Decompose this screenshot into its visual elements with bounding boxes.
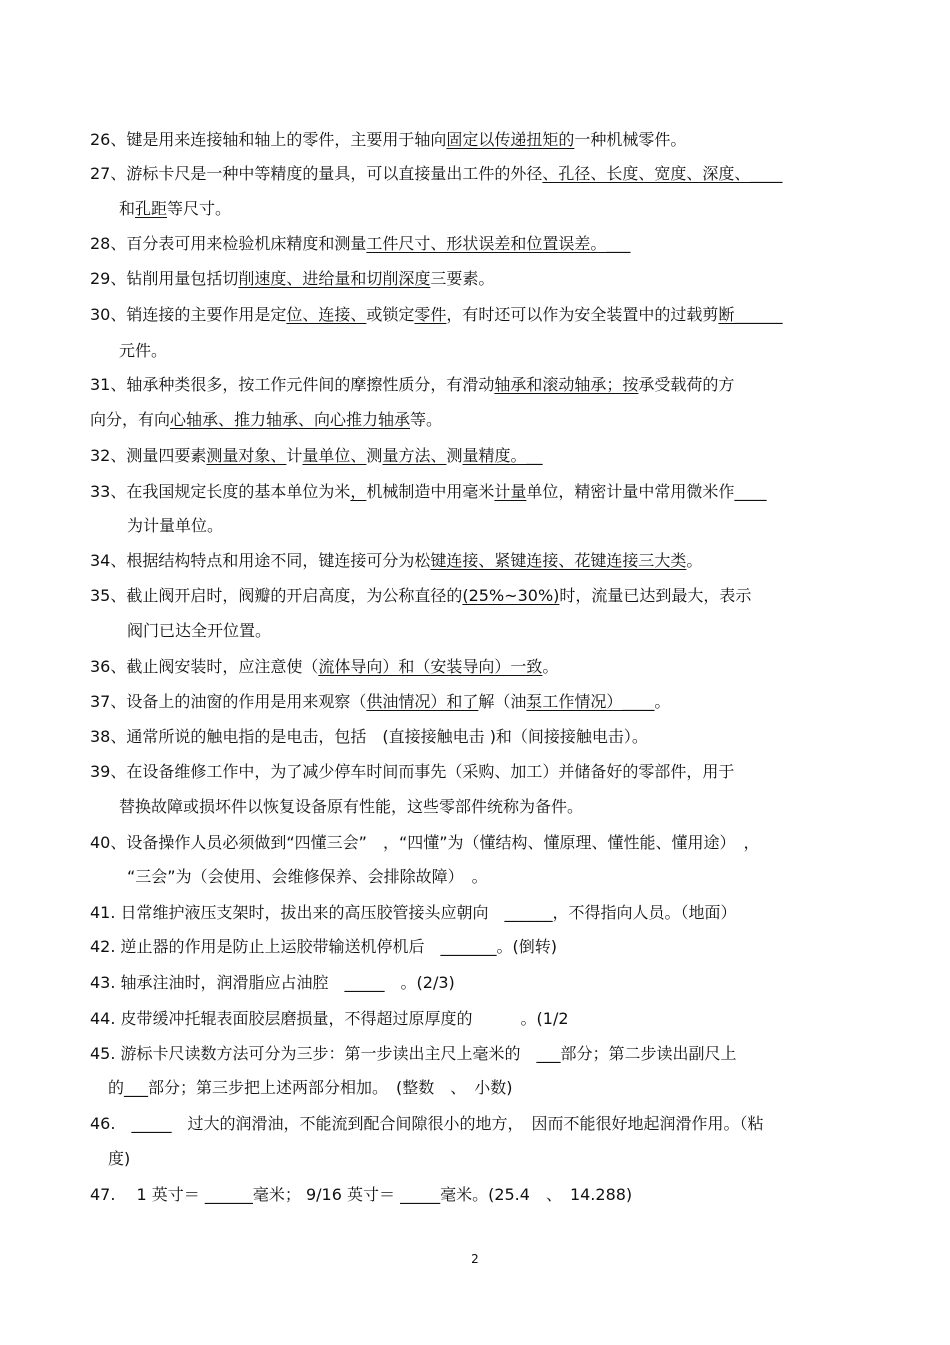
question-text: 等。 [410, 410, 443, 429]
question-line [90, 482, 766, 502]
question-text: 承受载荷的方 [638, 375, 735, 394]
question-text: 测 [446, 446, 463, 465]
question-line [90, 1114, 763, 1134]
question-text: 38、通常所说的触电指的是电击，包括 (直接接触电击 )和（间接接触电击）。 [90, 727, 648, 746]
answer-text: 孔距 [135, 199, 168, 218]
answer-text: 进给量和切削深度 [302, 269, 431, 288]
question-text: 40、设备操作人员必须做到“四懂三会” ，“四懂”为（懂结构、懂原理、懂性能、懂用途） ， [90, 833, 760, 852]
answer-text: 计量 [494, 482, 527, 501]
answer-text: 键连接、紧键连接、花键连接三大类 [430, 551, 687, 570]
answer-text: 轴承和滚动轴承；按 [494, 375, 639, 394]
question-line [127, 621, 271, 641]
question-text: 元件。 [119, 341, 168, 360]
question-text: “三会”为（会使用、会维修保养、会排除故障） 。 [127, 867, 488, 886]
question-text: 的___部分；第三步把上述两部分相加。 (整数 、 小数) [108, 1078, 513, 1097]
question-text: 机械制造中用毫米 [366, 482, 495, 501]
question-line [119, 797, 583, 817]
question-line [90, 692, 670, 712]
question-line [90, 305, 782, 325]
answer-text: 流体导向）和（安装导向）一致 [318, 657, 543, 676]
question-line [108, 1078, 513, 1098]
question-line [90, 269, 494, 289]
answer-text: 断______ [718, 305, 783, 324]
question-text: 46. _____ 过大的润滑油，不能流到配合间隙很小的地方， 因而不能很好地起润滑作用。（粘 [90, 1114, 764, 1133]
question-text: 度) [108, 1149, 131, 1168]
question-text: 。 [654, 692, 671, 711]
answer-text: 工件尺寸、形状误差和位置误差。___ [366, 234, 631, 253]
question-line [90, 1044, 737, 1064]
answer-text: 量方法、 [382, 446, 447, 465]
question-line [90, 762, 734, 782]
answer-text: 量精度。__ [462, 446, 543, 465]
question-text: 42. 逆止器的作用是防止上运胶带输送机停机后 _______。(倒转) [90, 937, 558, 956]
question-text: 等尺寸。 [167, 199, 232, 218]
question-line [90, 1009, 569, 1029]
answer-text: 泵工作情况）____ [526, 692, 655, 711]
question-text: 47. 1 英寸＝ ______毫米； 9/16 英寸＝ _____毫米。(25.4 、 14.288) [90, 1185, 633, 1204]
question-text: 43. 轴承注油时，润滑脂应占油腔 _____ 。(2/3) [90, 973, 455, 992]
question-text: 35、截止阀开启时，阀瓣的开启高度，为公称直径的 [90, 586, 463, 605]
question-text: 36、截止阀安装时，应注意使（ [90, 657, 319, 676]
question-line [90, 973, 455, 993]
question-text: 45. 游标卡尺读数方法可分为三步：第一步读出主尺上毫米的 ___部分；第二步读出副尺上 [90, 1044, 737, 1063]
question-text: 28、百分表可用来检验机床精度和测量 [90, 234, 367, 253]
answer-text: 、孔径、长度、宽度、深度、____ [542, 164, 783, 183]
question-line [90, 410, 442, 430]
question-line [90, 727, 648, 747]
question-text: 时，流量已达到最大，表示 [559, 586, 752, 605]
question-line [108, 1149, 130, 1169]
question-line [90, 446, 542, 466]
question-text: 37、设备上的油窗的作用是用来观察（ [90, 692, 367, 711]
question-line [90, 937, 557, 957]
question-line [90, 586, 751, 606]
question-text: 29、钻削用量包括切 [90, 269, 239, 288]
question-line [90, 903, 737, 923]
answer-text: 削速度、 [238, 269, 303, 288]
question-line [127, 516, 223, 536]
question-text: 34、根据结构特点和用途不同，键连接可分为松 [90, 551, 431, 570]
question-line [90, 375, 734, 395]
page-number: 2 [471, 1252, 479, 1266]
answer-text: ____ [734, 482, 767, 501]
answer-text: 心轴承、推力轴承、向心推力轴承 [170, 410, 411, 429]
question-line [90, 130, 686, 150]
question-text: 27、游标卡尺是一种中等精度的量具，可以直接量出工件的外径 [90, 164, 543, 183]
question-text: 计 [286, 446, 303, 465]
answer-text: 固定以传递扭矩的 [446, 130, 575, 149]
question-text: 32、测量四要素 [90, 446, 207, 465]
answer-text: 零件 [414, 305, 447, 324]
question-text: 或锁定 [366, 305, 415, 324]
question-line [90, 1185, 632, 1205]
question-text: 一种机械零件。 [574, 130, 687, 149]
answer-text: 测量对象、 [206, 446, 287, 465]
question-text: 解（油 [478, 692, 527, 711]
question-line [90, 657, 558, 677]
question-text: 测 [366, 446, 383, 465]
question-text: 向分，有向 [90, 410, 171, 429]
question-line [127, 867, 488, 887]
question-line [90, 234, 630, 254]
question-line [119, 199, 231, 219]
question-text: 替换故障或损坏件以恢复设备原有性能，这些零部件统称为备件。 [119, 797, 584, 816]
question-text: 33、在我国规定长度的基本单位为米 [90, 482, 351, 501]
answer-text: 位、连接、 [286, 305, 367, 324]
answer-text: ， [350, 482, 367, 501]
question-text: 三要素。 [430, 269, 495, 288]
question-line [90, 164, 782, 184]
question-text: 单位，精密计量中常用微米作 [526, 482, 735, 501]
question-text: 30、销连接的主要作用是定 [90, 305, 287, 324]
question-text: 。 [542, 657, 559, 676]
answer-text: (25%~30%) [462, 586, 560, 605]
question-text: 41. 日常维护液压支架时，拔出来的高压胶管接头应朝向 ______，不得指向人员。（地面） [90, 903, 737, 922]
question-text: 26、键是用来连接轴和轴上的零件，主要用于轴向 [90, 130, 447, 149]
answer-text: 量单位、 [302, 446, 367, 465]
question-line [90, 551, 702, 571]
question-text: ，有时还可以作为安全装置中的过载剪 [446, 305, 719, 324]
question-line [90, 833, 760, 853]
answer-text: 供油情况）和了 [366, 692, 479, 711]
question-text: 阀门已达全开位置。 [127, 621, 272, 640]
question-line [119, 341, 167, 361]
question-text: 。 [686, 551, 703, 570]
question-text: 44. 皮带缓冲托辊表面胶层磨损量，不得超过原厚度的 。(1/2 [90, 1009, 569, 1028]
question-text: 和 [119, 199, 136, 218]
question-text: 39、在设备维修工作中，为了减少停车时间而事先（采购、加工）并储备好的零部件，用于 [90, 762, 735, 781]
question-text: 31、轴承种类很多，按工作元件间的摩擦性质分，有滑动 [90, 375, 495, 394]
question-text: 为计量单位。 [127, 516, 224, 535]
